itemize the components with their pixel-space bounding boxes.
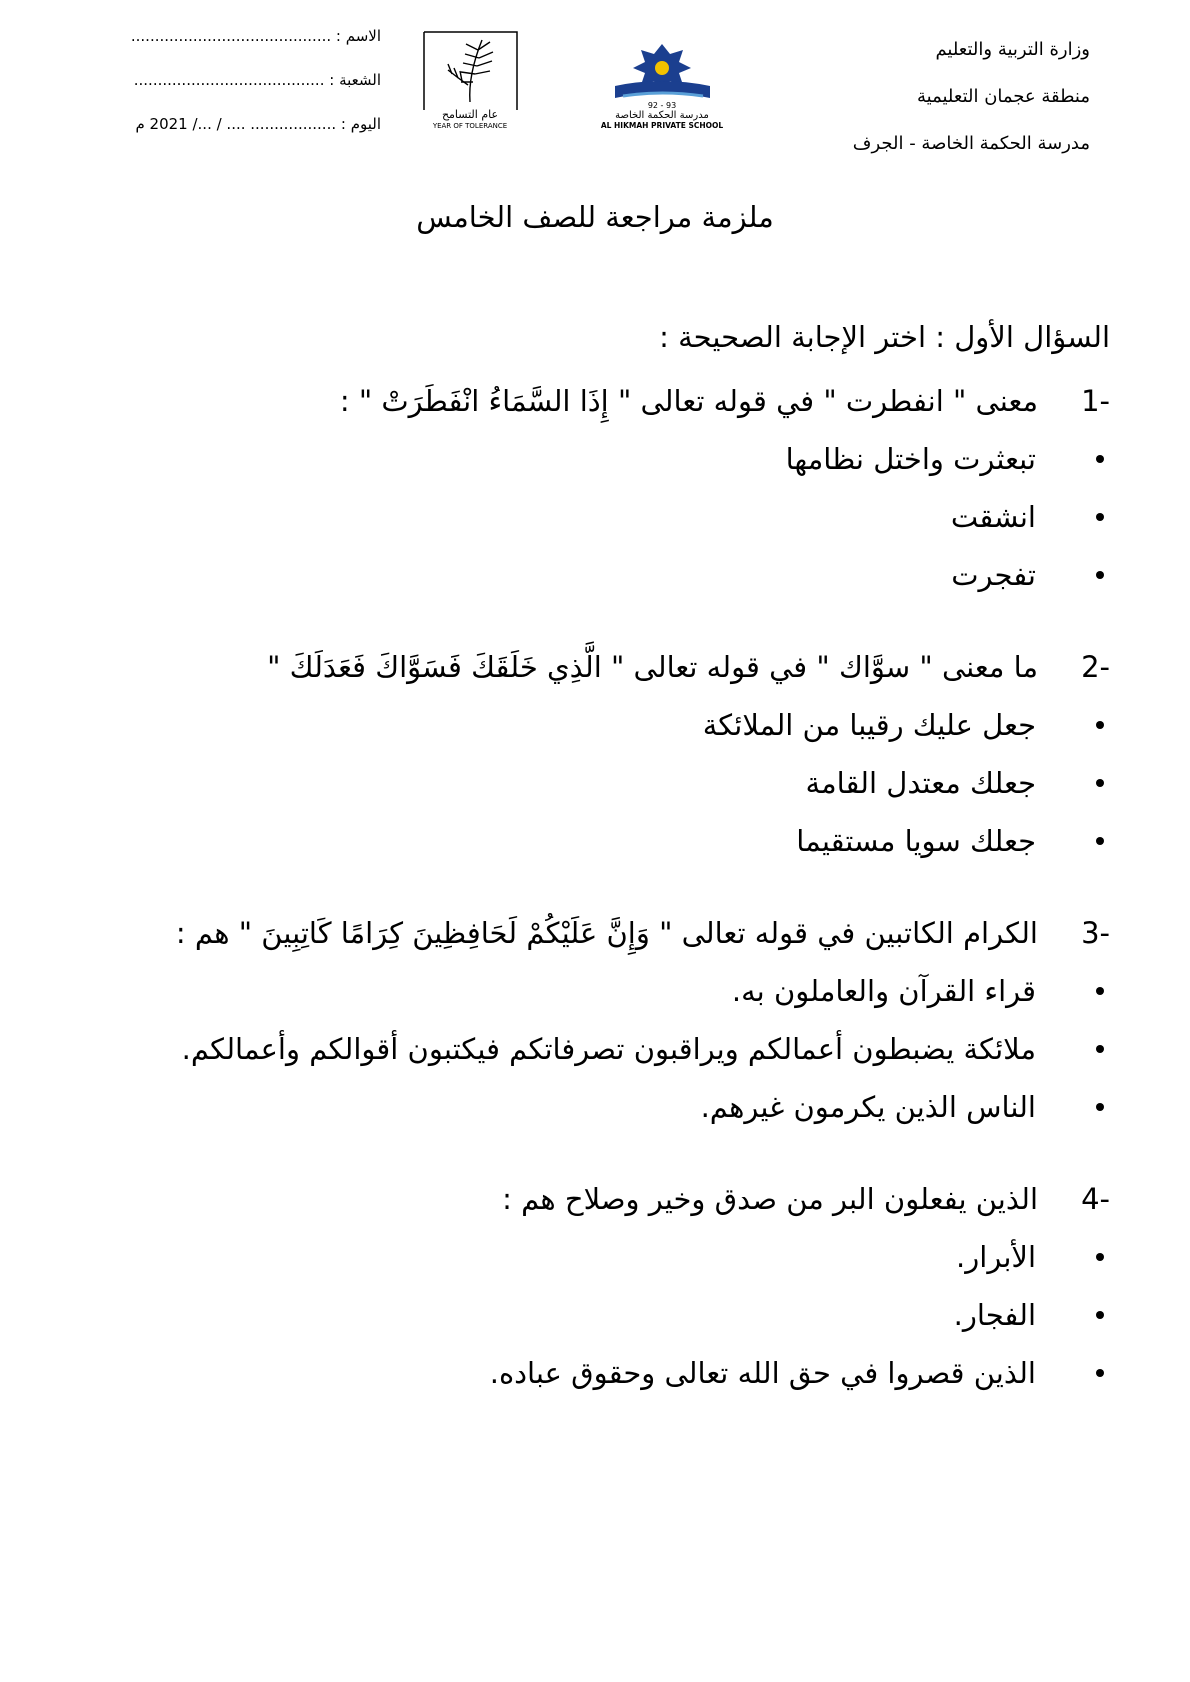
question-text: الكرام الكاتبين في قوله تعالى " وَإِنَّ عَلَيْكُمْ لَحَافِظِينَ كِرَامًا كَاتِبِينَ " هم : — [175, 916, 1038, 950]
option-text: الناس الذين يكرمون غيرهم. — [700, 1090, 1036, 1124]
question-number: 2- — [1081, 650, 1110, 684]
option-text: الذين قصروا في حق الله تعالى وحقوق عباده. — [489, 1356, 1036, 1390]
option-text: ملائكة يضبطون أعمالكم ويراقبون تصرفاتكم فيكتبون أقوالكم وأعمالكم. — [181, 1032, 1036, 1066]
question-1 — [80, 372, 1110, 604]
bullet-icon — [1096, 513, 1104, 521]
answer-option[interactable] — [80, 488, 1110, 546]
question-text: الذين يفعلون البر من صدق وخير وصلاح هم : — [502, 1182, 1038, 1216]
bullet-icon — [1096, 571, 1104, 579]
answer-option[interactable] — [80, 1020, 1110, 1078]
answer-option[interactable] — [80, 1228, 1110, 1286]
option-text: الأبرار. — [956, 1240, 1036, 1274]
bullet-icon — [1096, 1045, 1104, 1053]
answer-option[interactable] — [80, 962, 1110, 1020]
question-line — [80, 372, 1110, 430]
school-name: مدرسة الحكمة الخاصة - الجرف — [852, 133, 1090, 154]
option-text: جعلك سويا مستقيما — [796, 824, 1036, 858]
question-text: معنى " انفطرت " في قوله تعالى " إِذَا السَّمَاءُ انْفَطَرَتْ " : — [339, 384, 1038, 418]
option-text: جعلك معتدل القامة — [805, 766, 1036, 800]
answer-option[interactable] — [80, 546, 1110, 604]
question-number: 3- — [1081, 916, 1110, 950]
answer-option[interactable] — [80, 1286, 1110, 1344]
ministry-name: وزارة التربية والتعليم — [935, 39, 1090, 60]
bullet-icon — [1096, 721, 1104, 729]
answer-option[interactable] — [80, 1078, 1110, 1136]
bullet-icon — [1096, 1103, 1104, 1111]
worksheet-body — [80, 320, 1110, 1436]
tolerance-logo-english: YEAR OF TOLERANCE — [432, 122, 508, 130]
school-logo-arabic: مدرسة الحكمة الخاصة — [615, 110, 709, 121]
bullet-icon — [1096, 455, 1104, 463]
bullet-icon — [1096, 1253, 1104, 1261]
question-number: 1- — [1081, 384, 1110, 418]
school-logo-years: 92 - 93 — [647, 101, 677, 110]
school-logo — [575, 40, 750, 130]
option-text: تفجرت — [951, 558, 1036, 592]
section-field: الشعبة : ........................................ — [133, 71, 381, 89]
ghaf-tree-icon — [448, 40, 493, 102]
bullet-icon — [1096, 1311, 1104, 1319]
bullet-icon — [1096, 837, 1104, 845]
answer-option[interactable] — [80, 1344, 1110, 1402]
question-line — [80, 1170, 1110, 1228]
question-text: ما معنى " سوَّاك " في قوله تعالى " الَّذِي خَلَقَكَ فَسَوَّاكَ فَعَدَلَكَ " — [267, 650, 1038, 684]
question-3 — [80, 904, 1110, 1136]
option-text: قراء القرآن والعاملون به. — [731, 974, 1036, 1008]
school-logo-english: AL HIKMAH PRIVATE SCHOOL — [600, 121, 724, 130]
page-title: ملزمة مراجعة للصف الخامس — [416, 200, 774, 234]
school-logo-emblem — [615, 44, 710, 98]
question-number: 4- — [1081, 1182, 1110, 1216]
option-text: الفجار. — [953, 1298, 1036, 1332]
answer-option[interactable] — [80, 430, 1110, 488]
bullet-icon — [1096, 987, 1104, 995]
bullet-icon — [1096, 1369, 1104, 1377]
student-info — [46, 14, 381, 146]
question-line — [80, 904, 1110, 962]
question-2 — [80, 638, 1110, 870]
answer-option[interactable] — [80, 812, 1110, 870]
zone-name: منطقة عجمان التعليمية — [917, 86, 1090, 107]
tolerance-logo-arabic: عام التسامح — [441, 108, 499, 121]
question-line — [80, 638, 1110, 696]
name-field: الاسم : .......................................... — [130, 27, 381, 45]
question-4 — [80, 1170, 1110, 1402]
school-header — [730, 26, 1090, 167]
date-field: اليوم : .................. .... / .../ 2021 م — [135, 115, 381, 133]
answer-option[interactable] — [80, 754, 1110, 812]
answer-option[interactable] — [80, 696, 1110, 754]
option-text: تبعثرت واختل نظامها — [785, 442, 1036, 476]
tolerance-logo — [418, 30, 523, 132]
option-text: جعل عليك رقيبا من الملائكة — [702, 708, 1036, 742]
section-title: السؤال الأول : اختر الإجابة الصحيحة : — [659, 320, 1110, 354]
bullet-icon — [1096, 779, 1104, 787]
option-text: انشقت — [950, 500, 1036, 534]
